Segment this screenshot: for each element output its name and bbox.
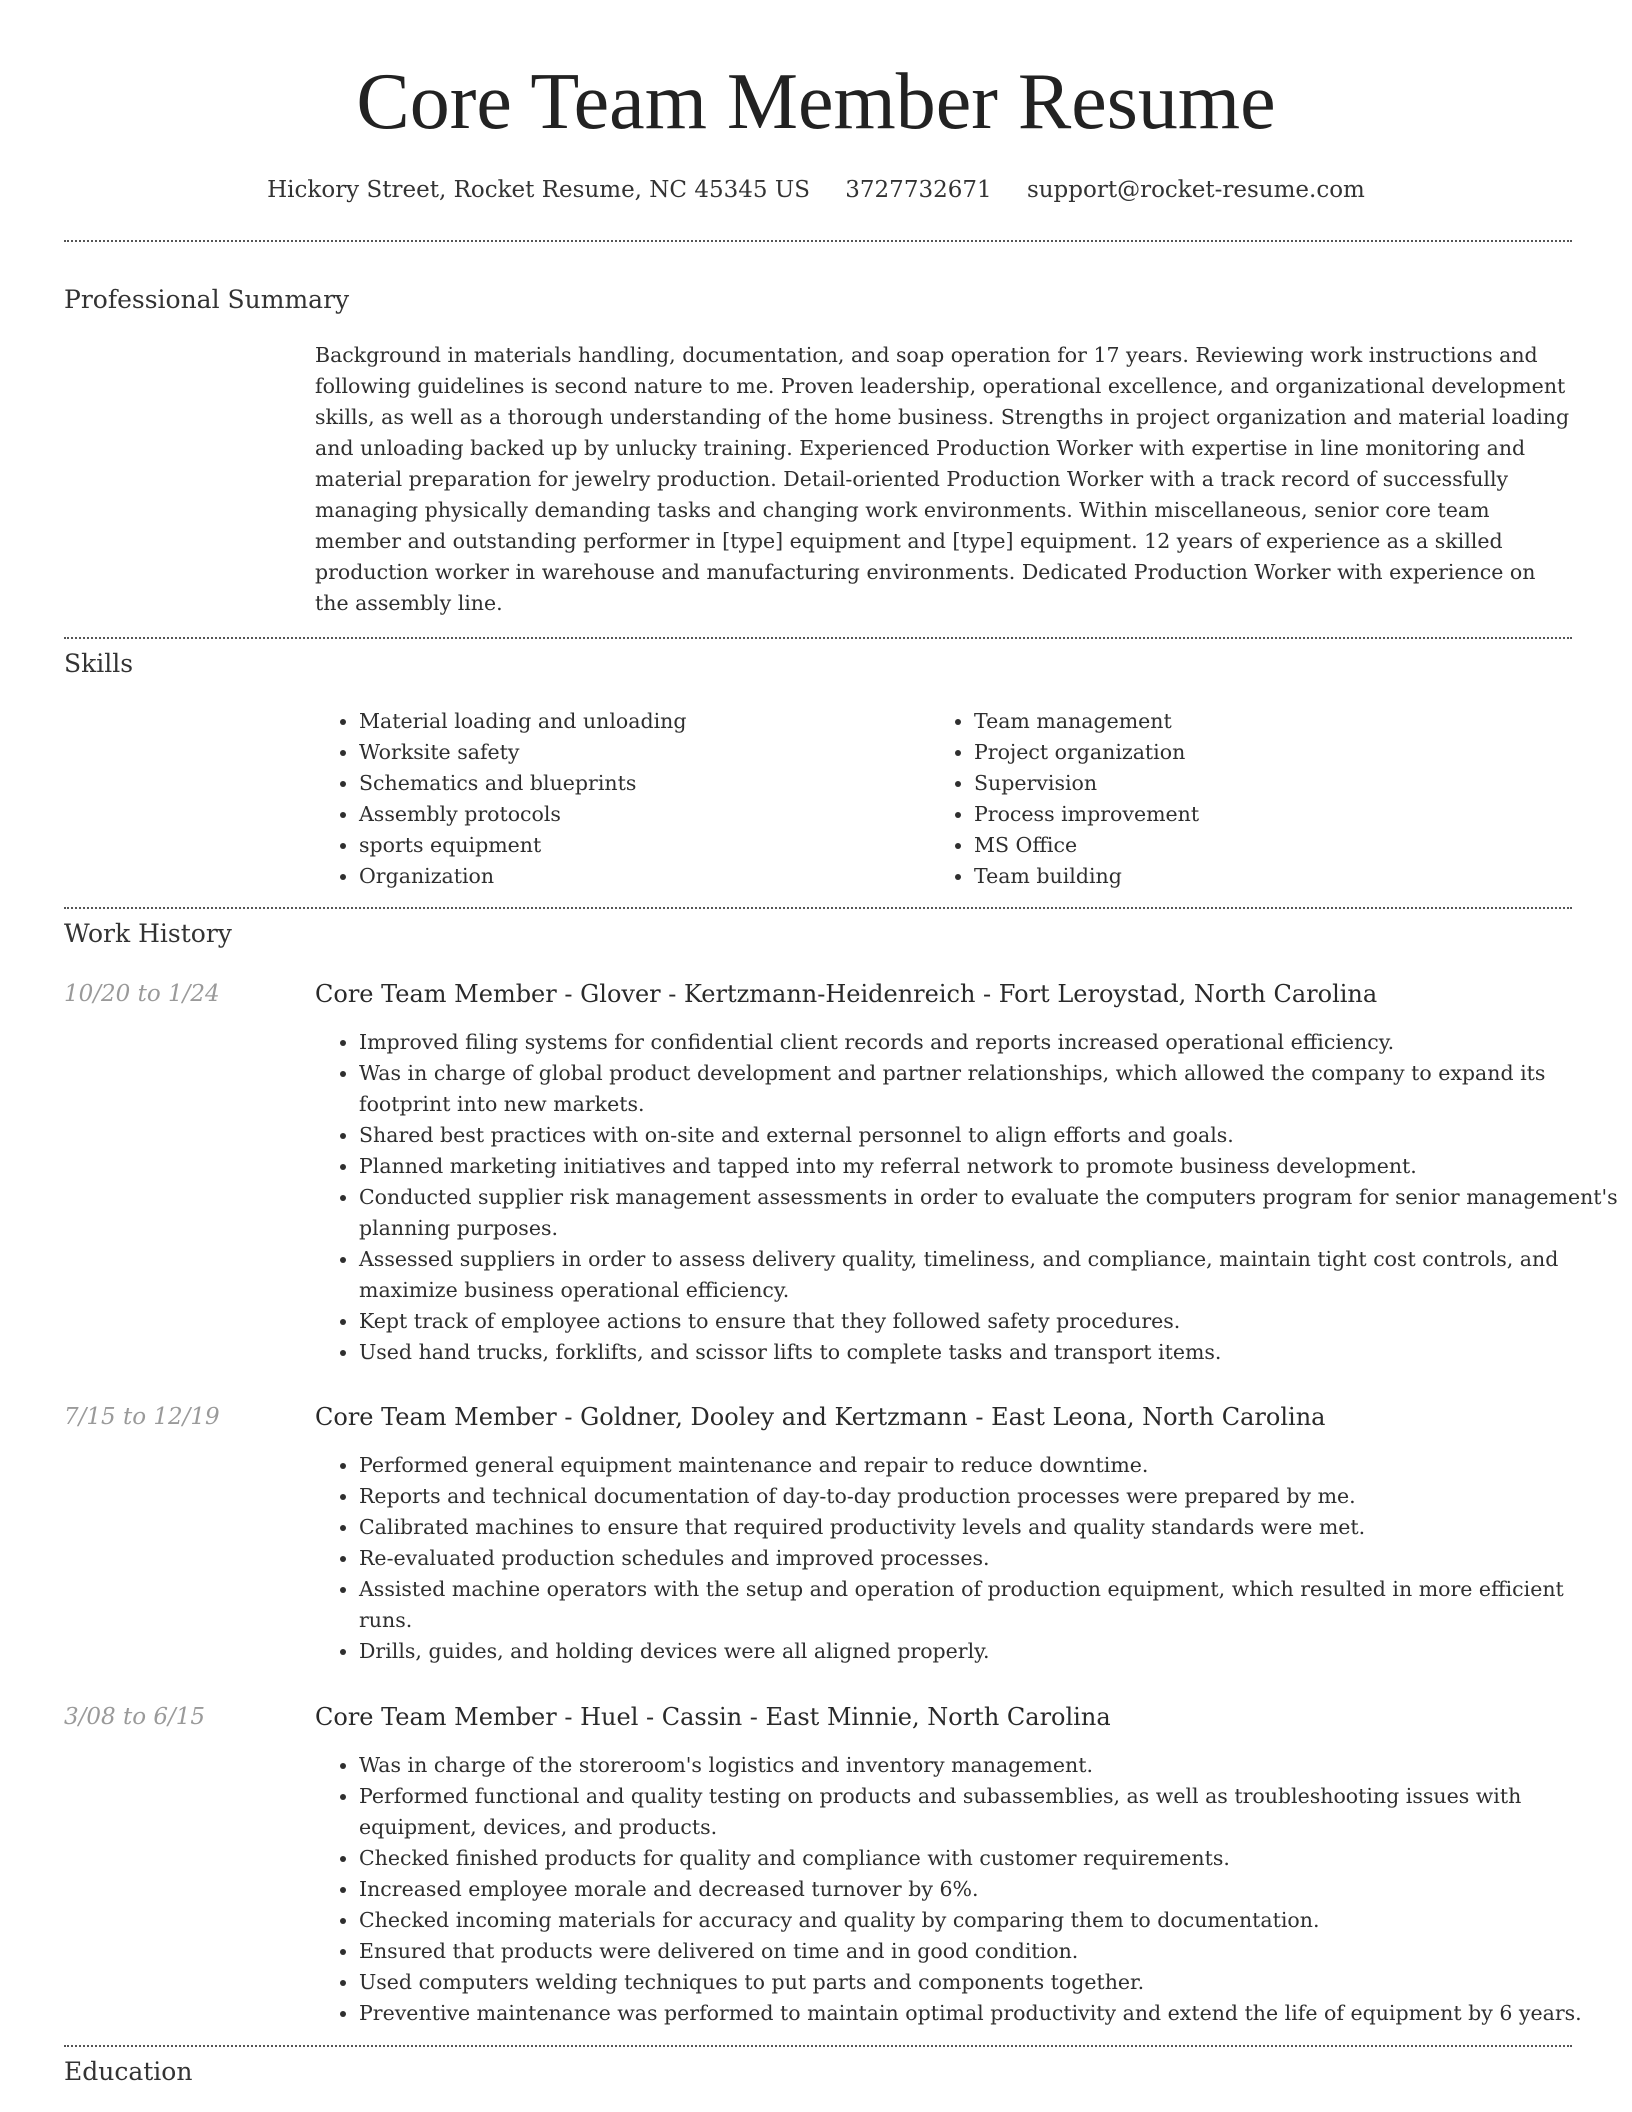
section-divider <box>64 637 1572 639</box>
job-duty: • Assisted machine operators with the setup and operation of production equipment, which resulted in more efficient runs. <box>359 1574 1621 1636</box>
job-duty: • Reports and technical documentation of day-to-day production processes were prepared by me. <box>359 1481 1621 1512</box>
skill-item: • Process improvement <box>974 799 1574 830</box>
work-history-heading: Work History <box>64 919 232 948</box>
skills-list-left <box>315 706 919 892</box>
skill-item: • MS Office <box>974 830 1574 861</box>
job-duty: • Drills, guides, and holding devices were all aligned properly. <box>359 1636 1621 1667</box>
section-divider <box>64 907 1572 909</box>
job-duties-list <box>315 1027 1621 1368</box>
email-link[interactable]: support@rocket-resume.com <box>1026 177 1365 203</box>
job-duty: • Used computers welding techniques to put parts and components together. <box>359 1967 1621 1998</box>
job-duty: • Checked incoming materials for accuracy and quality by comparing them to documentation. <box>359 1905 1621 1936</box>
job-duty: • Re-evaluated production schedules and improved processes. <box>359 1543 1621 1574</box>
address-text: Hickory Street, Rocket Resume, NC 45345 US <box>267 177 810 203</box>
job-duty: • Planned marketing initiatives and tapped into my referral network to promote business development. <box>359 1151 1621 1182</box>
job-duty: • Performed general equipment maintenance and repair to reduce downtime. <box>359 1450 1621 1481</box>
job-title: Core Team Member - Goldner, Dooley and Kertzmann - East Leona, North Carolina <box>315 1403 1326 1431</box>
job-duty: • Shared best practices with on-site and external personnel to align efforts and goals. <box>359 1120 1621 1151</box>
skill-item: • Schematics and blueprints <box>359 768 919 799</box>
skill-item: • Material loading and unloading <box>359 706 919 737</box>
skill-item: • Supervision <box>974 768 1574 799</box>
job-duties-list <box>315 1450 1621 1667</box>
job-duties-list <box>315 1750 1621 2029</box>
skills-list-right <box>930 706 1574 892</box>
job-duty: • Used hand trucks, forklifts, and scissor lifts to complete tasks and transport items. <box>359 1337 1621 1368</box>
contact-line <box>0 168 1632 212</box>
job-duty: • Was in charge of global product development and partner relationships, which allowed the company to expand its footprint into new markets. <box>359 1058 1621 1120</box>
job-duty: • Increased employee morale and decreased turnover by 6%. <box>359 1874 1621 1905</box>
job-title: Core Team Member - Huel - Cassin - East Minnie, North Carolina <box>315 1703 1111 1731</box>
job-duty: • Kept track of employee actions to ensure that they followed safety procedures. <box>359 1306 1621 1337</box>
skill-item: • Assembly protocols <box>359 799 919 830</box>
skills-heading: Skills <box>64 649 134 678</box>
job-title: Core Team Member - Glover - Kertzmann-Heidenreich - Fort Leroystad, North Carolina <box>315 980 1378 1008</box>
skill-item: • sports equipment <box>359 830 919 861</box>
job-duty: • Ensured that products were delivered on time and in good condition. <box>359 1936 1621 1967</box>
job-dates: 10/20 to 1/24 <box>64 981 220 1007</box>
section-divider <box>64 240 1572 242</box>
job-dates: 7/15 to 12/19 <box>64 1404 220 1430</box>
job-dates: 3/08 to 6/15 <box>64 1704 206 1730</box>
job-duty: • Calibrated machines to ensure that required productivity levels and quality standards were met. <box>359 1512 1621 1543</box>
job-duty: • Checked finished products for quality and compliance with customer requirements. <box>359 1843 1621 1874</box>
job-duty: • Conducted supplier risk management assessments in order to evaluate the computers program for senior management's planning purposes. <box>359 1182 1621 1244</box>
job-duty: • Preventive maintenance was performed to maintain optimal productivity and extend the life of equipment by 6 years. <box>359 1998 1621 2029</box>
summary-heading: Professional Summary <box>64 285 350 314</box>
skill-item: • Project organization <box>974 737 1574 768</box>
page-title: Core Team Member Resume <box>356 58 1276 146</box>
job-duty: • Performed functional and quality testing on products and subassemblies, as well as troubleshooting issues with equipment, devices, and products. <box>359 1781 1621 1843</box>
job-duty: • Assessed suppliers in order to assess delivery quality, timeliness, and compliance, maintain tight cost controls, and maximize business operational efficiency. <box>359 1244 1621 1306</box>
summary-text: Background in materials handling, documentation, and soap operation for 17 years. Reviewing work instructions and following guidelines is second nature to me. Proven leadership, operational excellence, and organizational development skills, as well as a thorough understanding of the home business. Strengths in project organization and material loading and unloading backed up by unlucky training. Experienced Production Worker with expertise in line monitoring and material preparation for jewelry production. Detail-oriented Production Worker with a track record of successfully managing physically demanding tasks and changing work environments. Within miscellaneous, senior core team member and outstanding performer in [type] equipment and [type] equipment. 12 years of experience as a skilled production worker in warehouse and manufacturing environments. Dedicated Production Worker with experience on the assembly line. <box>315 343 1570 615</box>
job-duty: • Was in charge of the storeroom's logistics and inventory management. <box>359 1750 1621 1781</box>
skill-item: • Team building <box>974 861 1574 892</box>
skill-item: • Team management <box>974 706 1574 737</box>
section-divider <box>64 2045 1572 2047</box>
education-heading: Education <box>64 2057 193 2086</box>
skill-item: • Organization <box>359 861 919 892</box>
phone-text: 3727732671 <box>845 177 992 203</box>
job-duty: • Improved filing systems for confidential client records and reports increased operational efficiency. <box>359 1027 1621 1058</box>
skill-item: • Worksite safety <box>359 737 919 768</box>
